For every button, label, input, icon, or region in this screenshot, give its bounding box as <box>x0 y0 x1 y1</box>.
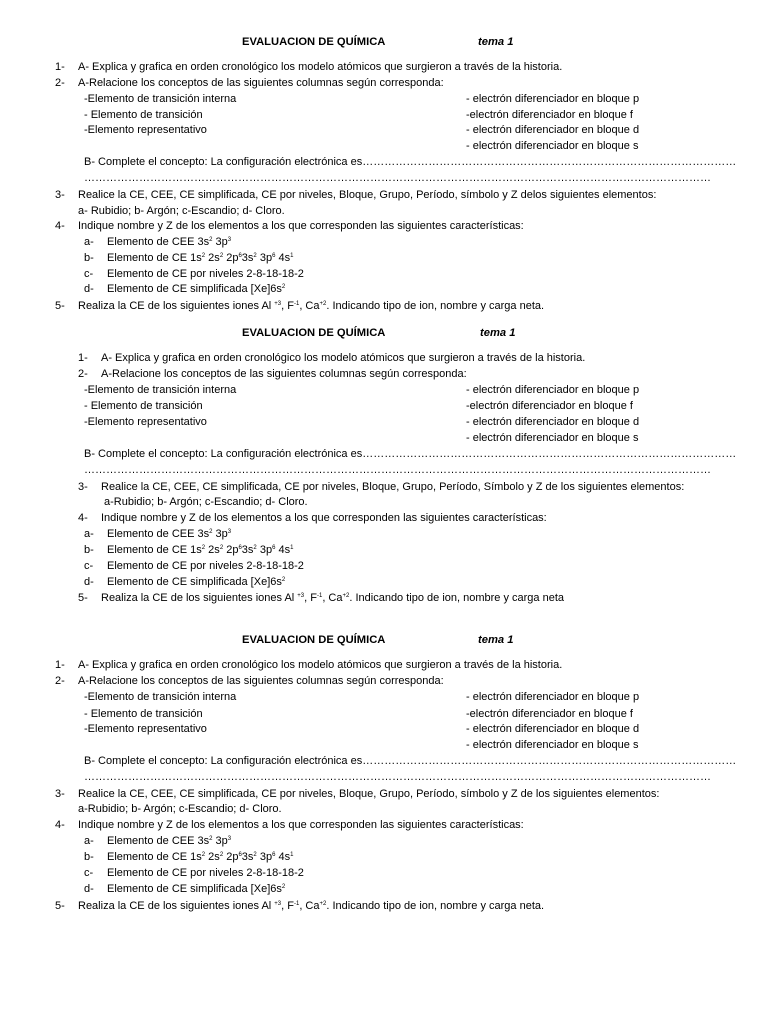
q3-number: 3- <box>78 481 88 493</box>
right-col-item: -electrón diferenciador en bloque f <box>466 708 633 720</box>
item-letter: c- <box>84 560 94 572</box>
left-col-item: -Elemento representativo <box>84 124 207 136</box>
q2b-text: B- Complete el concepto: La configuración electrónica es………………………………………………………………………………………… <box>84 156 737 168</box>
item-letter: c- <box>84 268 94 280</box>
right-col-item: - electrón diferenciador en bloque d <box>466 124 640 136</box>
item-letter: b- <box>84 851 94 863</box>
left-col-item: -Elemento de transición interna <box>84 691 237 703</box>
q5-text: Realiza la CE de los siguientes iones Al $^{+3}$, $F^{-1}$, $Ca^{+2}$. Indicando tipo de ion, nombre y carga neta. <box>78 300 545 312</box>
q1-number: 1- <box>55 61 65 73</box>
item-b: Elemento de CE $1s^2$ $2s^2$ $2p^63s^2$ $3p^6$ $4s^1$ <box>107 851 294 863</box>
right-col-item: - electrón diferenciador en bloque p <box>466 93 640 105</box>
item-letter: a- <box>84 528 94 540</box>
left-col-item: -Elemento de transición interna <box>84 93 237 105</box>
q4-number: 4- <box>78 512 88 524</box>
item-letter: b- <box>84 252 94 264</box>
item-letter: c- <box>84 867 94 879</box>
section-title: EVALUACION DE QUÍMICA <box>242 327 386 339</box>
q4-number: 4- <box>55 220 65 232</box>
q5-number: 5- <box>55 300 65 312</box>
q2b-text: B- Complete el concepto: La configuración electrónica es………………………………………………………………………………………… <box>84 448 737 460</box>
q4-text: Indique nombre y Z de los elementos a los que corresponden las siguientes características: <box>78 819 524 831</box>
q3-sub: a- Rubidio; b- Argón; c-Escandio; d- Cloro. <box>78 205 285 217</box>
q2-number: 2- <box>55 77 65 89</box>
item-letter: d- <box>84 883 94 895</box>
left-col-item: - Elemento de transición <box>84 109 203 121</box>
item-c: Elemento de CE por niveles 2-8-18-18-2 <box>107 268 304 280</box>
right-col-item: -electrón diferenciador en bloque f <box>466 400 633 412</box>
q2-text: A-Relacione los conceptos de las siguientes columnas según corresponda: <box>101 368 467 380</box>
q1-text: A- Explica y grafica en orden cronológico los modelo atómicos que surgieron a través de la historia. <box>101 352 586 364</box>
item-c: Elemento de CE por niveles 2-8-18-18-2 <box>107 560 304 572</box>
q5-text: Realiza la CE de los siguientes iones Al $^{+3}$, $F^{-1}$, $Ca^{+2}$. Indicando tipo de ion, nombre y carga neta. <box>78 900 545 912</box>
q3-sub: a-Rubidio; b- Argón; c-Escandio; d- Cloro. <box>104 496 308 508</box>
right-col-item: - electrón diferenciador en bloque p <box>466 691 640 703</box>
q1-text: A- Explica y grafica en orden cronológico los modelo atómicos que surgieron a través de la historia. <box>78 659 563 671</box>
right-col-item: - electrón diferenciador en bloque s <box>466 140 639 152</box>
q3-text: Realice la CE, CEE, CE simplificada, CE por niveles, Bloque, Grupo, Período, símbolo y Z delos siguientes elementos: <box>78 189 657 201</box>
item-d: Elemento de CE simplificada $[Xe]6s^2$ <box>107 883 286 895</box>
q5-text: Realiza la CE de los siguientes iones Al $^{+3}$, $F^{-1}$, $Ca^{+2}$. Indicando tipo de ion, nombre y carga neta <box>101 592 564 604</box>
item-letter: b- <box>84 544 94 556</box>
right-col-item: - electrón diferenciador en bloque p <box>466 384 640 396</box>
item-letter: a- <box>84 835 94 847</box>
q3-number: 3- <box>55 788 65 800</box>
section-tema: tema 1 <box>480 327 516 339</box>
left-col-item: - Elemento de transición <box>84 400 203 412</box>
item-d: Elemento de CE simplificada $[Xe]6s^2$ <box>107 576 286 588</box>
right-col-item: -electrón diferenciador en bloque f <box>466 109 633 121</box>
section-title: EVALUACION DE QUÍMICA <box>242 634 386 646</box>
item-letter: d- <box>84 283 94 295</box>
section-tema: tema 1 <box>478 634 514 646</box>
q3-text: Realice la CE, CEE, CE simplificada, CE por niveles, Bloque, Grupo, Período, Símbolo y Z de los siguientes elementos: <box>101 481 685 493</box>
q1-number: 1- <box>78 352 88 364</box>
item-a: Elemento de CEE $3s^2$ $3p^3$ <box>107 528 232 540</box>
q2-number: 2- <box>78 368 88 380</box>
q4-text: Indique nombre y Z de los elementos a los que corresponden las siguientes características: <box>101 512 547 524</box>
q3-number: 3- <box>55 189 65 201</box>
q3-sub: a-Rubidio; b- Argón; c-Escandio; d- Cloro. <box>78 803 282 815</box>
item-c: Elemento de CE por niveles 2-8-18-18-2 <box>107 867 304 879</box>
q4-number: 4- <box>55 819 65 831</box>
left-col-item: - Elemento de transición <box>84 708 203 720</box>
right-col-item: - electrón diferenciador en bloque d <box>466 723 640 735</box>
q1-number: 1- <box>55 659 65 671</box>
q2-number: 2- <box>55 675 65 687</box>
item-a: Elemento de CEE $3s^2$ $3p^3$ <box>107 835 232 847</box>
section-title: EVALUACION DE QUÍMICA <box>242 36 386 48</box>
item-a: Elemento de CEE $3s^2$ $3p^3$ <box>107 236 232 248</box>
q5-number: 5- <box>55 900 65 912</box>
dotted-line: ……………………………………………………………………………………………………………………………………………………… <box>84 464 711 476</box>
item-b: Elemento de CE $1s^2$ $2s^2$ $2p^63s^2$ $3p^6$ $4s^1$ <box>107 252 294 264</box>
right-col-item: - electrón diferenciador en bloque s <box>466 739 639 751</box>
left-col-item: -Elemento representativo <box>84 416 207 428</box>
q2b-text: B- Complete el concepto: La configuración electrónica es………………………………………………………………………………………… <box>84 755 737 767</box>
item-letter: d- <box>84 576 94 588</box>
left-col-item: -Elemento de transición interna <box>84 384 237 396</box>
q4-text: Indique nombre y Z de los elementos a los que corresponden las siguientes características: <box>78 220 524 232</box>
dotted-line: ……………………………………………………………………………………………………………………………………………………… <box>84 172 711 184</box>
item-letter: a- <box>84 236 94 248</box>
q3-text: Realice la CE, CEE, CE simplificada, CE por niveles, Bloque, Grupo, Período, símbolo y Z de los siguientes elementos: <box>78 788 660 800</box>
dotted-line: ……………………………………………………………………………………………………………………………………………………… <box>84 771 711 783</box>
right-col-item: - electrón diferenciador en bloque s <box>466 432 639 444</box>
q2-text: A-Relacione los conceptos de las siguientes columnas según corresponda: <box>78 675 444 687</box>
left-col-item: -Elemento representativo <box>84 723 207 735</box>
section-tema: tema 1 <box>478 36 514 48</box>
q1-text: A- Explica y grafica en orden cronológico los modelo atómicos que surgieron a través de la historia. <box>78 61 563 73</box>
q2-text: A-Relacione los conceptos de las siguientes columnas según corresponda: <box>78 77 444 89</box>
right-col-item: - electrón diferenciador en bloque d <box>466 416 640 428</box>
q5-number: 5- <box>78 592 88 604</box>
item-d: Elemento de CE simplificada $[Xe]6s^2$ <box>107 283 286 295</box>
item-b: Elemento de CE $1s^2$ $2s^2$ $2p^63s^2$ $3p^6$ $4s^1$ <box>107 544 294 556</box>
